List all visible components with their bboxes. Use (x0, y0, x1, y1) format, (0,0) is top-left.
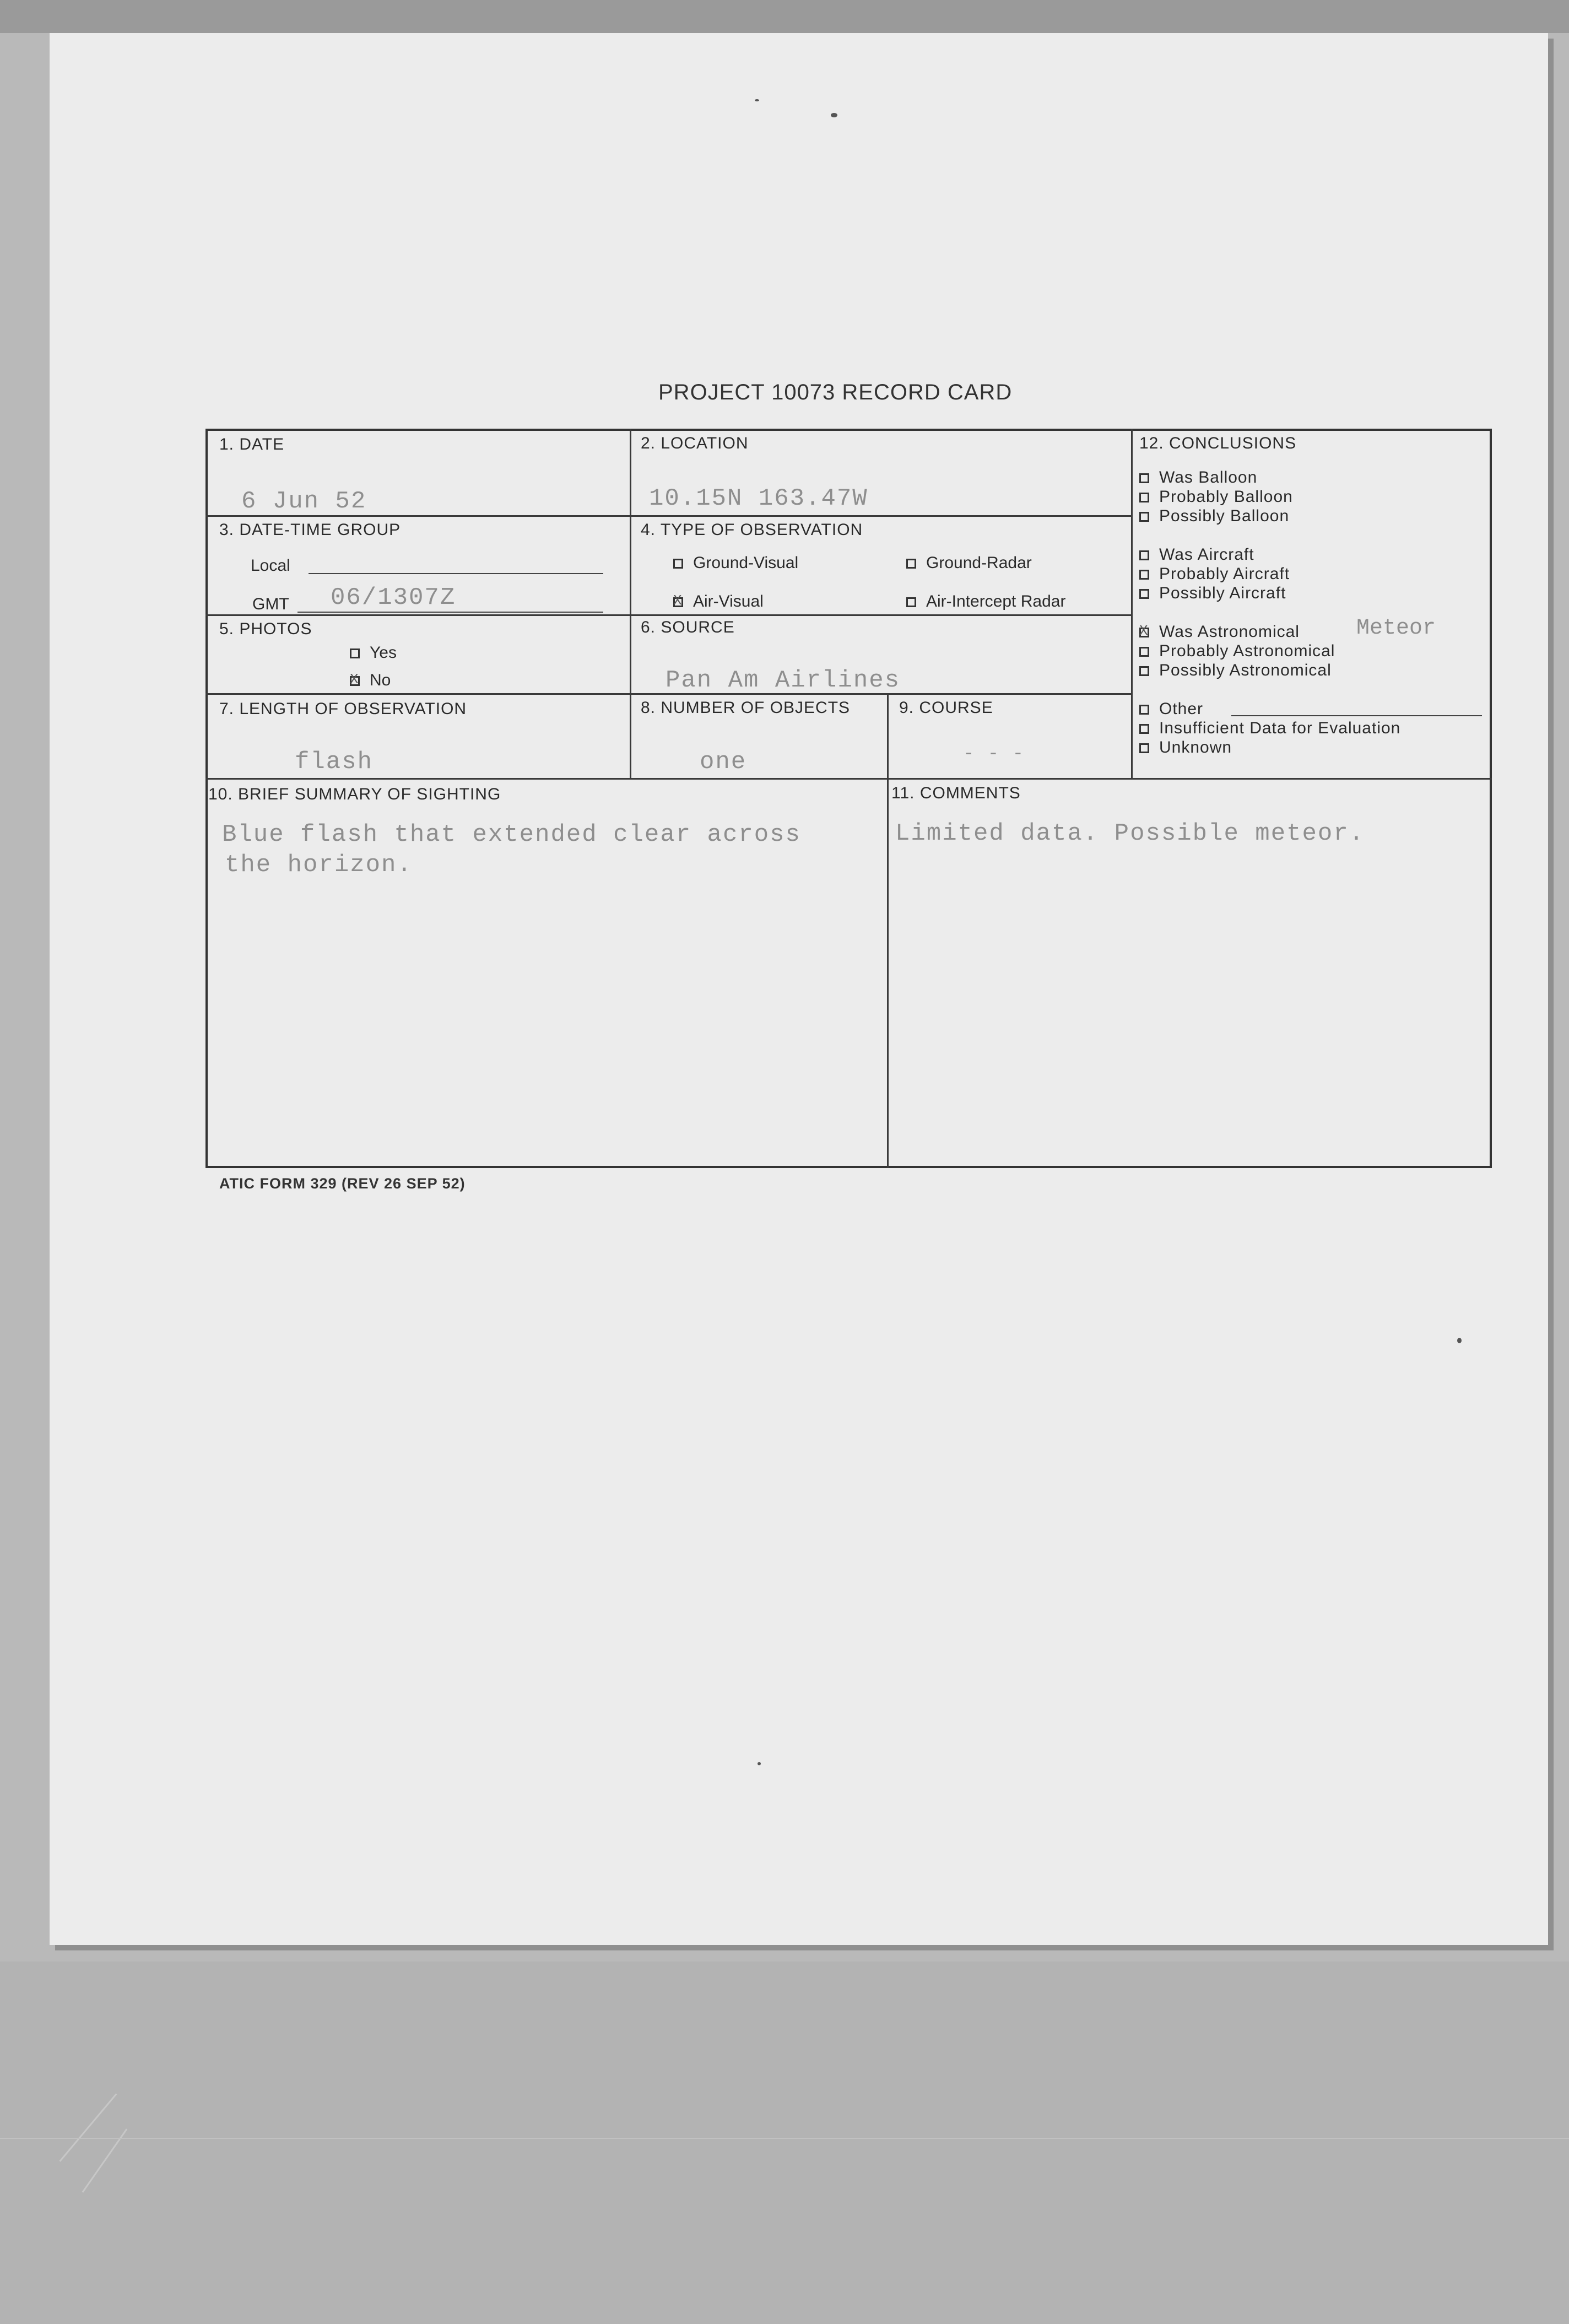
objects-value: one (700, 748, 747, 776)
conclusion-option (1139, 719, 1400, 738)
photos-label: 5. PHOTOS (219, 620, 312, 638)
obs-air-visual: XAir-Visual (673, 592, 764, 611)
location-label: 2. LOCATION (641, 434, 749, 452)
comments-value: Limited data. Possible meteor. (895, 820, 1365, 847)
dust-speck (758, 1762, 761, 1765)
checkbox-icon (1139, 512, 1149, 522)
conclusion-option (1139, 565, 1290, 583)
other-blank (1231, 715, 1482, 716)
column-divider (1131, 429, 1133, 778)
summary-line: the horizon. (225, 851, 413, 879)
course-label: 9. COURSE (899, 699, 993, 717)
meteor-note: Meteor (1356, 616, 1436, 641)
obs-ground-radar: Ground-Radar (906, 554, 1032, 572)
conclusion-option (1139, 468, 1257, 487)
photos-yes: Yes (350, 644, 397, 662)
checkbox-icon (1139, 743, 1149, 753)
checkbox-icon (1139, 589, 1149, 599)
conclusion-label: Was Balloon (1159, 468, 1258, 487)
film-frame-edge (0, 0, 1569, 33)
lower-film-strip (0, 1961, 1569, 2324)
conclusion-label: Possibly Balloon (1159, 507, 1290, 525)
conclusions-label: 12. CONCLUSIONS (1139, 434, 1297, 452)
gmt-value: 06/1307Z (331, 584, 456, 612)
row-divider (205, 614, 1131, 616)
conclusion-option (1139, 661, 1332, 680)
location-value: 10.15N 163.47W (649, 485, 868, 512)
checkbox-icon (1139, 666, 1149, 676)
summary-line: Blue flash that extended clear across (222, 821, 801, 848)
checkbox-icon (350, 648, 360, 658)
gmt-label: GMT (252, 595, 289, 613)
conclusion-option (1139, 545, 1254, 564)
observation-type-label: 4. TYPE OF OBSERVATION (641, 521, 863, 539)
checked-checkbox-icon (350, 676, 360, 686)
card-title: PROJECT 10073 RECORD CARD (658, 380, 1013, 404)
conclusion-option (1139, 642, 1335, 661)
local-blank (309, 573, 603, 574)
checkbox-icon (1139, 570, 1149, 580)
date-label: 1. DATE (219, 435, 285, 453)
summary-label: 10. BRIEF SUMMARY OF SIGHTING (208, 785, 501, 803)
conclusion-option (1139, 700, 1203, 718)
column-divider (630, 429, 631, 778)
conclusion-label: Possibly Aircraft (1159, 584, 1286, 602)
checkbox-icon (1139, 705, 1149, 715)
conclusion-label: Was Astronomical (1159, 623, 1300, 641)
checkbox-icon (1139, 493, 1149, 502)
conclusion-option (1139, 584, 1286, 603)
date-value: 6 Jun 52 (241, 488, 367, 515)
conclusion-option (1139, 488, 1293, 506)
column-divider (887, 693, 889, 1168)
photos-no: XNo (350, 671, 391, 690)
conclusion-label: Other (1159, 700, 1204, 718)
checkbox-icon (1139, 724, 1149, 734)
obs-air-intercept-radar: Air-Intercept Radar (906, 592, 1065, 611)
source-value: Pan Am Airlines (666, 667, 901, 694)
length-value: flash (295, 748, 374, 776)
conclusion-option (1139, 623, 1300, 641)
checkbox-icon (1139, 550, 1149, 560)
conclusion-label: Was Aircraft (1159, 545, 1254, 564)
conclusion-option (1139, 507, 1289, 526)
row-divider (205, 515, 1131, 517)
checkbox-icon (673, 559, 683, 569)
course-value: - - - (963, 744, 1025, 765)
checkbox-icon (1139, 647, 1149, 657)
conclusion-label: Unknown (1159, 738, 1232, 756)
length-label: 7. LENGTH OF OBSERVATION (219, 700, 467, 718)
local-label: Local (251, 556, 290, 575)
conclusion-label: Possibly Astronomical (1159, 661, 1332, 679)
objects-label: 8. NUMBER OF OBJECTS (641, 699, 851, 717)
row-divider (205, 778, 1492, 780)
form-number: ATIC FORM 329 (REV 26 SEP 52) (219, 1175, 466, 1192)
checkbox-icon (1139, 473, 1149, 483)
comments-label: 11. COMMENTS (891, 784, 1021, 802)
checked-checkbox-icon (673, 597, 683, 607)
source-label: 6. SOURCE (641, 618, 735, 636)
dust-speck (831, 113, 837, 117)
conclusion-label: Probably Astronomical (1159, 642, 1335, 660)
checkbox-icon (906, 597, 916, 607)
conclusion-option (1139, 738, 1232, 757)
dust-speck (755, 99, 759, 101)
conclusion-label: Probably Balloon (1159, 488, 1293, 506)
date-time-group-label: 3. DATE-TIME GROUP (219, 521, 401, 539)
conclusion-label: Insufficient Data for Evaluation (1159, 719, 1401, 737)
checked-checkbox-icon (1139, 628, 1149, 637)
conclusion-label: Probably Aircraft (1159, 565, 1290, 583)
checkbox-icon (906, 559, 916, 569)
gmt-blank (297, 612, 603, 613)
obs-ground-visual: Ground-Visual (673, 554, 798, 572)
dust-speck (1457, 1338, 1462, 1343)
